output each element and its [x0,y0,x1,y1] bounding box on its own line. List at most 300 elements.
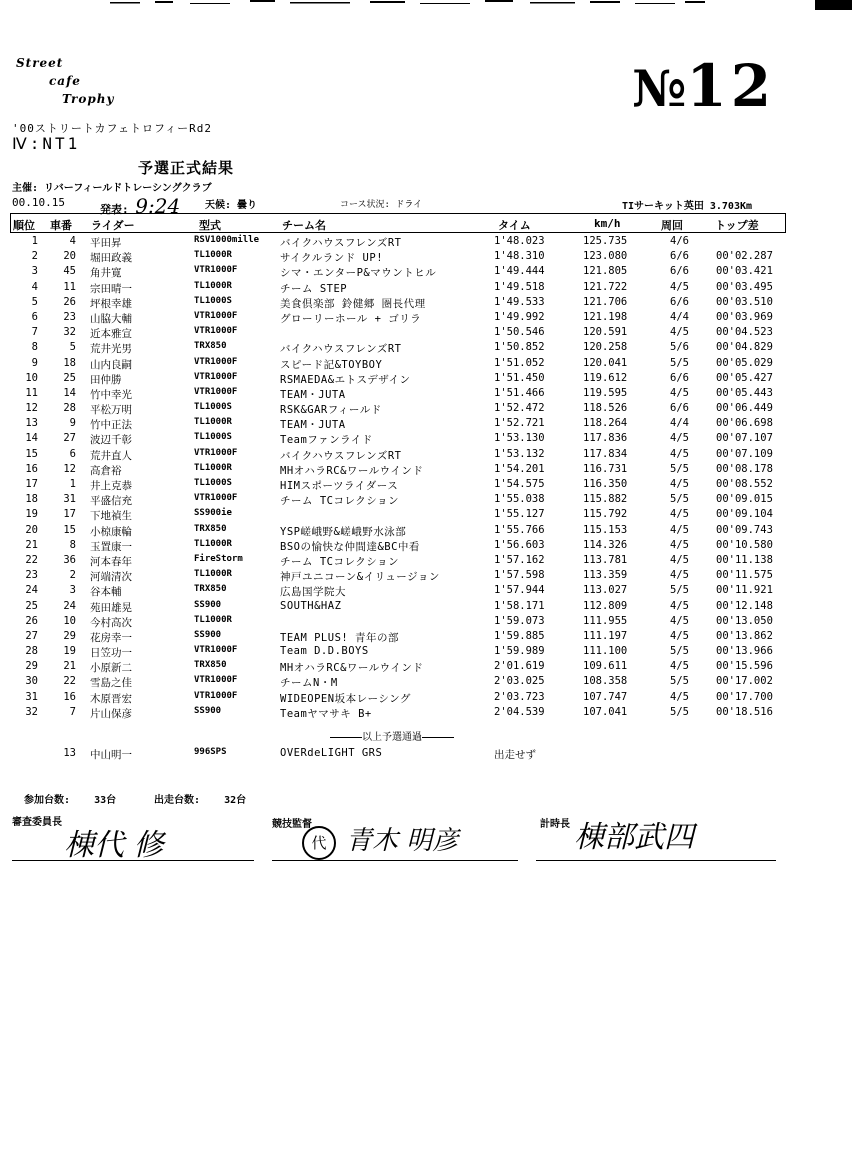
cell-team: チーム TCコレクション [280,495,400,508]
table-row [0,448,852,463]
cell-pos: 16 [25,462,38,475]
cell-pos: 5 [31,295,38,308]
cell-laps: 6/6 [670,371,689,384]
cell-team: サイクルランド UP! [280,252,384,265]
cell-num: 26 [63,295,76,308]
cell-laps: 6/6 [670,402,689,415]
col-team: チーム名 [282,219,326,232]
table-row [0,311,852,326]
cell-rider: 雪島之佳 [90,677,132,690]
cell-model: SS900 [194,599,222,610]
cell-model: SS900ie [194,508,232,519]
cell-time: 1'52.721 [494,417,545,430]
cell-pos: 24 [25,584,38,597]
cell-num: 22 [63,675,76,688]
cell-speed: 118.526 [583,402,628,415]
cell-pos: 27 [25,629,38,642]
organizer: 主催: リバーフィールドトレーシングクラブ [12,183,212,194]
cell-laps: 4/5 [670,508,689,521]
qualify-line-label: 以上予選通過 [362,732,422,743]
cell-num: 21 [63,660,76,673]
cell-model: VTR1000F [194,310,238,321]
cell-speed: 107.041 [583,705,628,718]
cell-rider: 竹中正法 [90,419,132,432]
cell-laps: 4/5 [670,538,689,551]
cell-time: 1'49.533 [494,295,545,308]
cell-team: RSK&GARフィールド [280,404,382,417]
cell-num: 36 [63,553,76,566]
cell-gap: 00'02.287 [716,250,773,263]
cell-num: 24 [63,599,76,612]
cell-speed: 115.882 [583,493,628,506]
table-row [0,235,852,250]
cell-pos: 3 [31,265,38,278]
cell-num: 9 [69,417,76,430]
cell-speed: 109.611 [583,660,628,673]
table-row [0,296,852,311]
cell-rider: 谷本輔 [90,586,122,599]
cell-num: 5 [69,341,76,354]
cell-rider: 苑田雄晃 [90,601,132,614]
cell-speed: 120.591 [583,326,628,339]
cell-num: 13 [63,747,76,759]
number-sign: № [632,59,687,118]
cell-laps: 4/5 [670,386,689,399]
cell-rider: 高倉裕 [90,464,122,477]
cell-speed: 111.100 [583,645,628,658]
cell-team: スピード記&TOYBOY [280,358,383,371]
cell-speed: 115.792 [583,508,628,521]
cell-num: 8 [69,538,76,551]
cell-rider: 玉置康一 [90,540,132,553]
table-header [10,213,786,233]
cell-pos: 9 [31,356,38,369]
cell-laps: 4/5 [670,523,689,536]
cell-rider: 花房幸一 [90,631,132,644]
cell-gap: 00'06.698 [716,417,773,430]
table-row [0,357,852,372]
cell-model: TL1000R [194,569,232,580]
table-row [0,675,852,690]
cell-gap: 00'03.421 [716,265,773,278]
cell-gap: 00'05.443 [716,386,773,399]
cell-team: YSP嵯峨野&嵯峨野水泳部 [280,525,407,538]
cell-pos: 2 [31,250,38,263]
table-row [0,584,852,599]
table-row [0,554,852,569]
page-title: 予選正式結果 [138,159,235,177]
cell-rider: 下地禎生 [90,510,132,523]
table-row [0,417,852,432]
series-name: '00ストリートカフェトロフィーRd2 [12,122,212,135]
logo-line-1: Street [16,56,64,70]
starters-label: 出走台数: [154,795,201,806]
cell-laps: 6/6 [670,265,689,278]
cell-rider: 小椋康輪 [90,525,132,538]
signature-line-1 [12,860,254,861]
cell-time: 1'52.472 [494,402,545,415]
col-rider: ライダー [91,219,135,232]
cell-num: 7 [69,705,76,718]
cell-rider: 荒井光男 [90,343,132,356]
cell-gap: 00'08.178 [716,462,773,475]
col-pos: 順位 [13,219,35,232]
cell-num: 10 [63,614,76,627]
cell-model: VTR1000F [194,265,238,276]
cell-team: シマ・エンターP&マウントヒル [280,267,437,280]
table-row [0,250,852,265]
cell-speed: 121.198 [583,310,628,323]
cell-time: 1'53.130 [494,432,545,445]
cell-speed: 121.805 [583,265,628,278]
cell-pos: 26 [25,614,38,627]
cell-rider: 日笠功一 [90,647,132,660]
cell-model: RSV1000mille [194,235,260,245]
cell-num: 18 [63,356,76,369]
cell-team: グローリーホール + ゴリラ [280,312,422,325]
table-row [0,508,852,523]
cell-pos: 31 [25,690,38,703]
cell-num: 3 [69,584,76,597]
cell-rider: 堀田政義 [90,252,132,265]
cell-team: SOUTH&HAZ [280,599,342,612]
non-starter-row [0,747,852,762]
cell-team: BSOの愉快な仲間達&BC中看 [280,540,420,553]
cell-num: 25 [63,371,76,384]
entries-count [24,791,116,806]
cell-gap: 00'17.700 [716,690,773,703]
entries-label: 参加台数: [24,795,71,806]
col-time: タイム [498,219,531,232]
cell-team: 広島国学院大 [280,586,346,599]
cell-gap: 00'06.449 [716,402,773,415]
cell-num: 23 [63,310,76,323]
cell-team: WIDEOPEN坂本レーシング [280,692,411,705]
cell-num: 45 [63,265,76,278]
cell-num: 12 [63,462,76,475]
cell-pos: 21 [25,538,38,551]
cell-speed: 111.955 [583,614,628,627]
cell-gap: 00'13.050 [716,614,773,627]
cell-num: 31 [63,493,76,506]
cell-time: 2'03.723 [494,690,545,703]
cell-laps: 4/5 [670,660,689,673]
course-condition: コース状況: ドライ [340,200,423,210]
table-row [0,569,852,584]
cell-time: 1'57.162 [494,553,545,566]
starters-count [154,791,246,806]
cell-model: TL1000S [194,295,232,306]
cell-rider: 片山保彦 [90,707,132,720]
cell-gap: 00'12.148 [716,599,773,612]
cell-model: VTR1000F [194,690,238,701]
table-row [0,524,852,539]
cell-gap: 00'11.575 [716,569,773,582]
cell-num: 17 [63,508,76,521]
cell-laps: 5/5 [670,584,689,597]
cell-gap: 00'08.552 [716,478,773,490]
cell-speed: 119.595 [583,386,628,399]
cell-gap: 00'04.829 [716,341,773,354]
tech-director-signature: 青木 明彦 [346,826,459,856]
cell-num: 32 [63,326,76,339]
col-num: 車番 [50,219,72,232]
cell-time: 1'51.450 [494,371,545,384]
cell-team: TEAM・JUTA [280,388,346,401]
cell-rider: 平盛信充 [90,495,132,508]
cell-model: TL1000R [194,280,232,291]
cell-num: 19 [63,645,76,658]
cell-gap: 00'09.743 [716,523,773,536]
cell-pos: 19 [25,508,38,521]
cell-gap: 00'13.966 [716,645,773,658]
cell-pos: 30 [25,675,38,688]
timekeeper-signature: 棟部武四 [574,820,694,855]
cell-speed: 117.834 [583,447,628,460]
cell-gap: 00'11.921 [716,584,773,597]
entries-value: 33台 [94,795,117,806]
cell-time: 1'55.127 [494,508,545,521]
tech-director-label: 競技監督 [272,819,312,830]
cell-num: 4 [69,235,76,247]
table-row [0,402,852,417]
cell-speed: 116.350 [583,478,628,490]
cell-pos: 11 [25,386,38,399]
cell-time: 1'48.023 [494,235,545,247]
cell-gap: 00'09.015 [716,493,773,506]
cell-gap: 00'03.510 [716,295,773,308]
cell-team: MHオハラRC&ワールウインド [280,464,424,477]
announcement-label: 発表: [100,203,129,216]
cell-time: 1'49.518 [494,280,545,293]
cell-model: VTR1000F [194,386,238,397]
cell-pos: 6 [31,310,38,323]
cell-speed: 117.836 [583,432,628,445]
cell-laps: 5/5 [670,645,689,658]
cell-gap: 00'09.104 [716,508,773,521]
cell-rider: 山内良嗣 [90,358,132,371]
cell-laps: 4/5 [670,326,689,339]
col-gap: トップ差 [715,219,759,232]
cell-laps: 5/5 [670,493,689,506]
document-number-value: 12 [686,52,776,120]
cell-model: SS900 [194,629,222,640]
cell-pos: 29 [25,660,38,673]
col-laps: 周回 [661,219,683,232]
table-row [0,478,852,493]
cell-rider: 坪根幸雄 [90,297,132,310]
cell-laps: 4/5 [670,447,689,460]
cell-team: RSMAEDA&エトスデザイン [280,373,411,386]
cell-model: TRX850 [194,584,227,595]
cell-speed: 121.706 [583,295,628,308]
cell-time: 1'59.885 [494,629,545,642]
cell-speed: 120.258 [583,341,628,354]
cell-model: TL1000R [194,250,232,261]
cell-rider: 波辺千彰 [90,434,132,447]
cell-rider: 河端清次 [90,571,132,584]
cell-speed: 107.747 [583,690,628,703]
cell-time: 1'49.444 [494,265,545,278]
cell-rider: 平松万明 [90,404,132,417]
cell-time: 1'51.466 [494,386,545,399]
cell-rider: 宗田晴一 [90,282,132,295]
table-row [0,341,852,356]
cell-gap: 00'10.580 [716,538,773,551]
cell-laps: 4/5 [670,690,689,703]
cell-pos: 10 [25,371,38,384]
cell-laps: 4/5 [670,478,689,490]
cell-gap: 00'03.495 [716,280,773,293]
col-model: 型式 [199,219,221,232]
cell-speed: 113.027 [583,584,628,597]
cell-team: チーム TCコレクション [280,555,400,568]
cell-pos: 8 [31,341,38,354]
cell-time: 1'55.766 [494,523,545,536]
cell-pos: 32 [25,705,38,718]
announcement-time-value: 9:24 [135,194,181,218]
signature-line-2 [272,860,518,861]
cell-pos: 23 [25,569,38,582]
cell-speed: 114.326 [583,538,628,551]
cell-model: TL1000R [194,538,232,549]
cell-team: TEAM・JUTA [280,419,346,432]
cell-rider: 河本春年 [90,555,132,568]
cell-team: 美食倶楽部 鈴健郷 圏長代理 [280,297,426,310]
cell-rider: 山脇大輔 [90,312,132,325]
cell-num: 11 [63,280,76,293]
cell-laps: 4/6 [670,235,689,247]
table-row [0,493,852,508]
cell-pos: 22 [25,553,38,566]
cell-model: TL1000S [194,432,232,443]
cell-speed: 108.358 [583,675,628,688]
judge-label: 審査委員長 [12,817,62,828]
cell-pos: 28 [25,645,38,658]
cell-laps: 5/5 [670,356,689,369]
cell-time: 1'55.038 [494,493,545,506]
table-row [0,326,852,341]
cell-time: 1'57.944 [494,584,545,597]
cell-team: MHオハラRC&ワールウインド [280,662,424,675]
cell-model: VTR1000F [194,493,238,504]
cell-model: FireStorm [194,553,243,564]
cell-model: TL1000R [194,417,232,428]
cell-pos: 18 [25,493,38,506]
cell-gap: 00'05.427 [716,371,773,384]
cell-rider: 田仲勝 [90,373,122,386]
cell-speed: 123.080 [583,250,628,263]
cell-speed: 119.612 [583,371,628,384]
cell-model: TL1000R [194,462,232,473]
table-row [0,660,852,675]
class-name: Ⅳ:NT1 [12,134,81,153]
cell-team: Team D.D.BOYS [280,645,369,658]
cell-time: 2'04.539 [494,705,545,718]
cell-team: バイクハウスフレンズRT [280,237,402,249]
table-row [0,691,852,706]
cell-pos: 14 [25,432,38,445]
cell-gap: 00'03.969 [716,310,773,323]
cell-speed: 111.197 [583,629,628,642]
cell-time: 2'01.619 [494,660,545,673]
scan-noise [100,0,720,8]
cell-pos: 25 [25,599,38,612]
weather: 天候: 曇り [205,200,258,211]
table-row [0,265,852,280]
cell-laps: 5/6 [670,341,689,354]
cell-num: 20 [63,250,76,263]
timekeeper-label: 計時長 [540,819,570,830]
cell-model: TRX850 [194,660,227,671]
cell-laps: 4/5 [670,553,689,566]
cell-pos: 15 [25,447,38,460]
table-row [0,600,852,615]
cell-gap: 00'07.109 [716,447,773,460]
cell-team: HIMスポーツライダース [280,480,399,492]
cell-time: 1'56.603 [494,538,545,551]
cell-speed: 116.731 [583,462,628,475]
col-speed: km/h [594,217,621,230]
cell-rider: 木原晋宏 [90,692,132,705]
cell-pos: 17 [25,478,38,490]
cell-team: バイクハウスフレンズRT [280,343,402,356]
cell-gap: 00'17.002 [716,675,773,688]
judge-signature: 棟代 修 [64,828,164,863]
cell-gap: 00'05.029 [716,356,773,369]
cell-rider: 平田昇 [90,237,122,249]
table-row [0,432,852,447]
cell-laps: 4/4 [670,417,689,430]
cell-speed: 113.781 [583,553,628,566]
cell-model: TRX850 [194,523,227,534]
table-row [0,645,852,660]
cell-time: 1'54.575 [494,478,545,490]
cell-pos: 20 [25,523,38,536]
cell-num: 15 [63,523,76,536]
cell-model: TRX850 [194,341,227,352]
cell-speed: 120.041 [583,356,628,369]
table-row [0,387,852,402]
cell-laps: 4/5 [670,280,689,293]
cell-model: SS900 [194,705,222,716]
cell-speed: 125.735 [583,235,628,247]
cell-num: 28 [63,402,76,415]
cell-time: 1'58.171 [494,599,545,612]
cell-model: TL1000S [194,402,232,413]
cell-laps: 4/5 [670,599,689,612]
cell-num: 2 [69,569,76,582]
cell-time: 1'50.546 [494,326,545,339]
circuit-name: TIサーキット英田 3.703Km [622,201,753,212]
table-row [0,630,852,645]
table-row [0,539,852,554]
starters-value: 32台 [224,795,247,806]
cell-speed: 121.722 [583,280,628,293]
document-number [632,52,775,120]
cell-rider: 近本雅宣 [90,328,132,341]
cell-rider: 小原新二 [90,662,132,675]
cell-time: 1'59.073 [494,614,545,627]
scan-edge-mark [815,0,852,10]
cell-pos: 13 [25,417,38,430]
logo-line-3: Trophy [62,92,115,106]
cell-rider: 竹中幸光 [90,388,132,401]
cell-gap: 00'15.596 [716,660,773,673]
cell-rider: 井上克恭 [90,480,132,492]
cell-rider: 角井寛 [90,267,122,280]
cell-team: 神戸ユニコーン&イリュージョン [280,571,440,584]
